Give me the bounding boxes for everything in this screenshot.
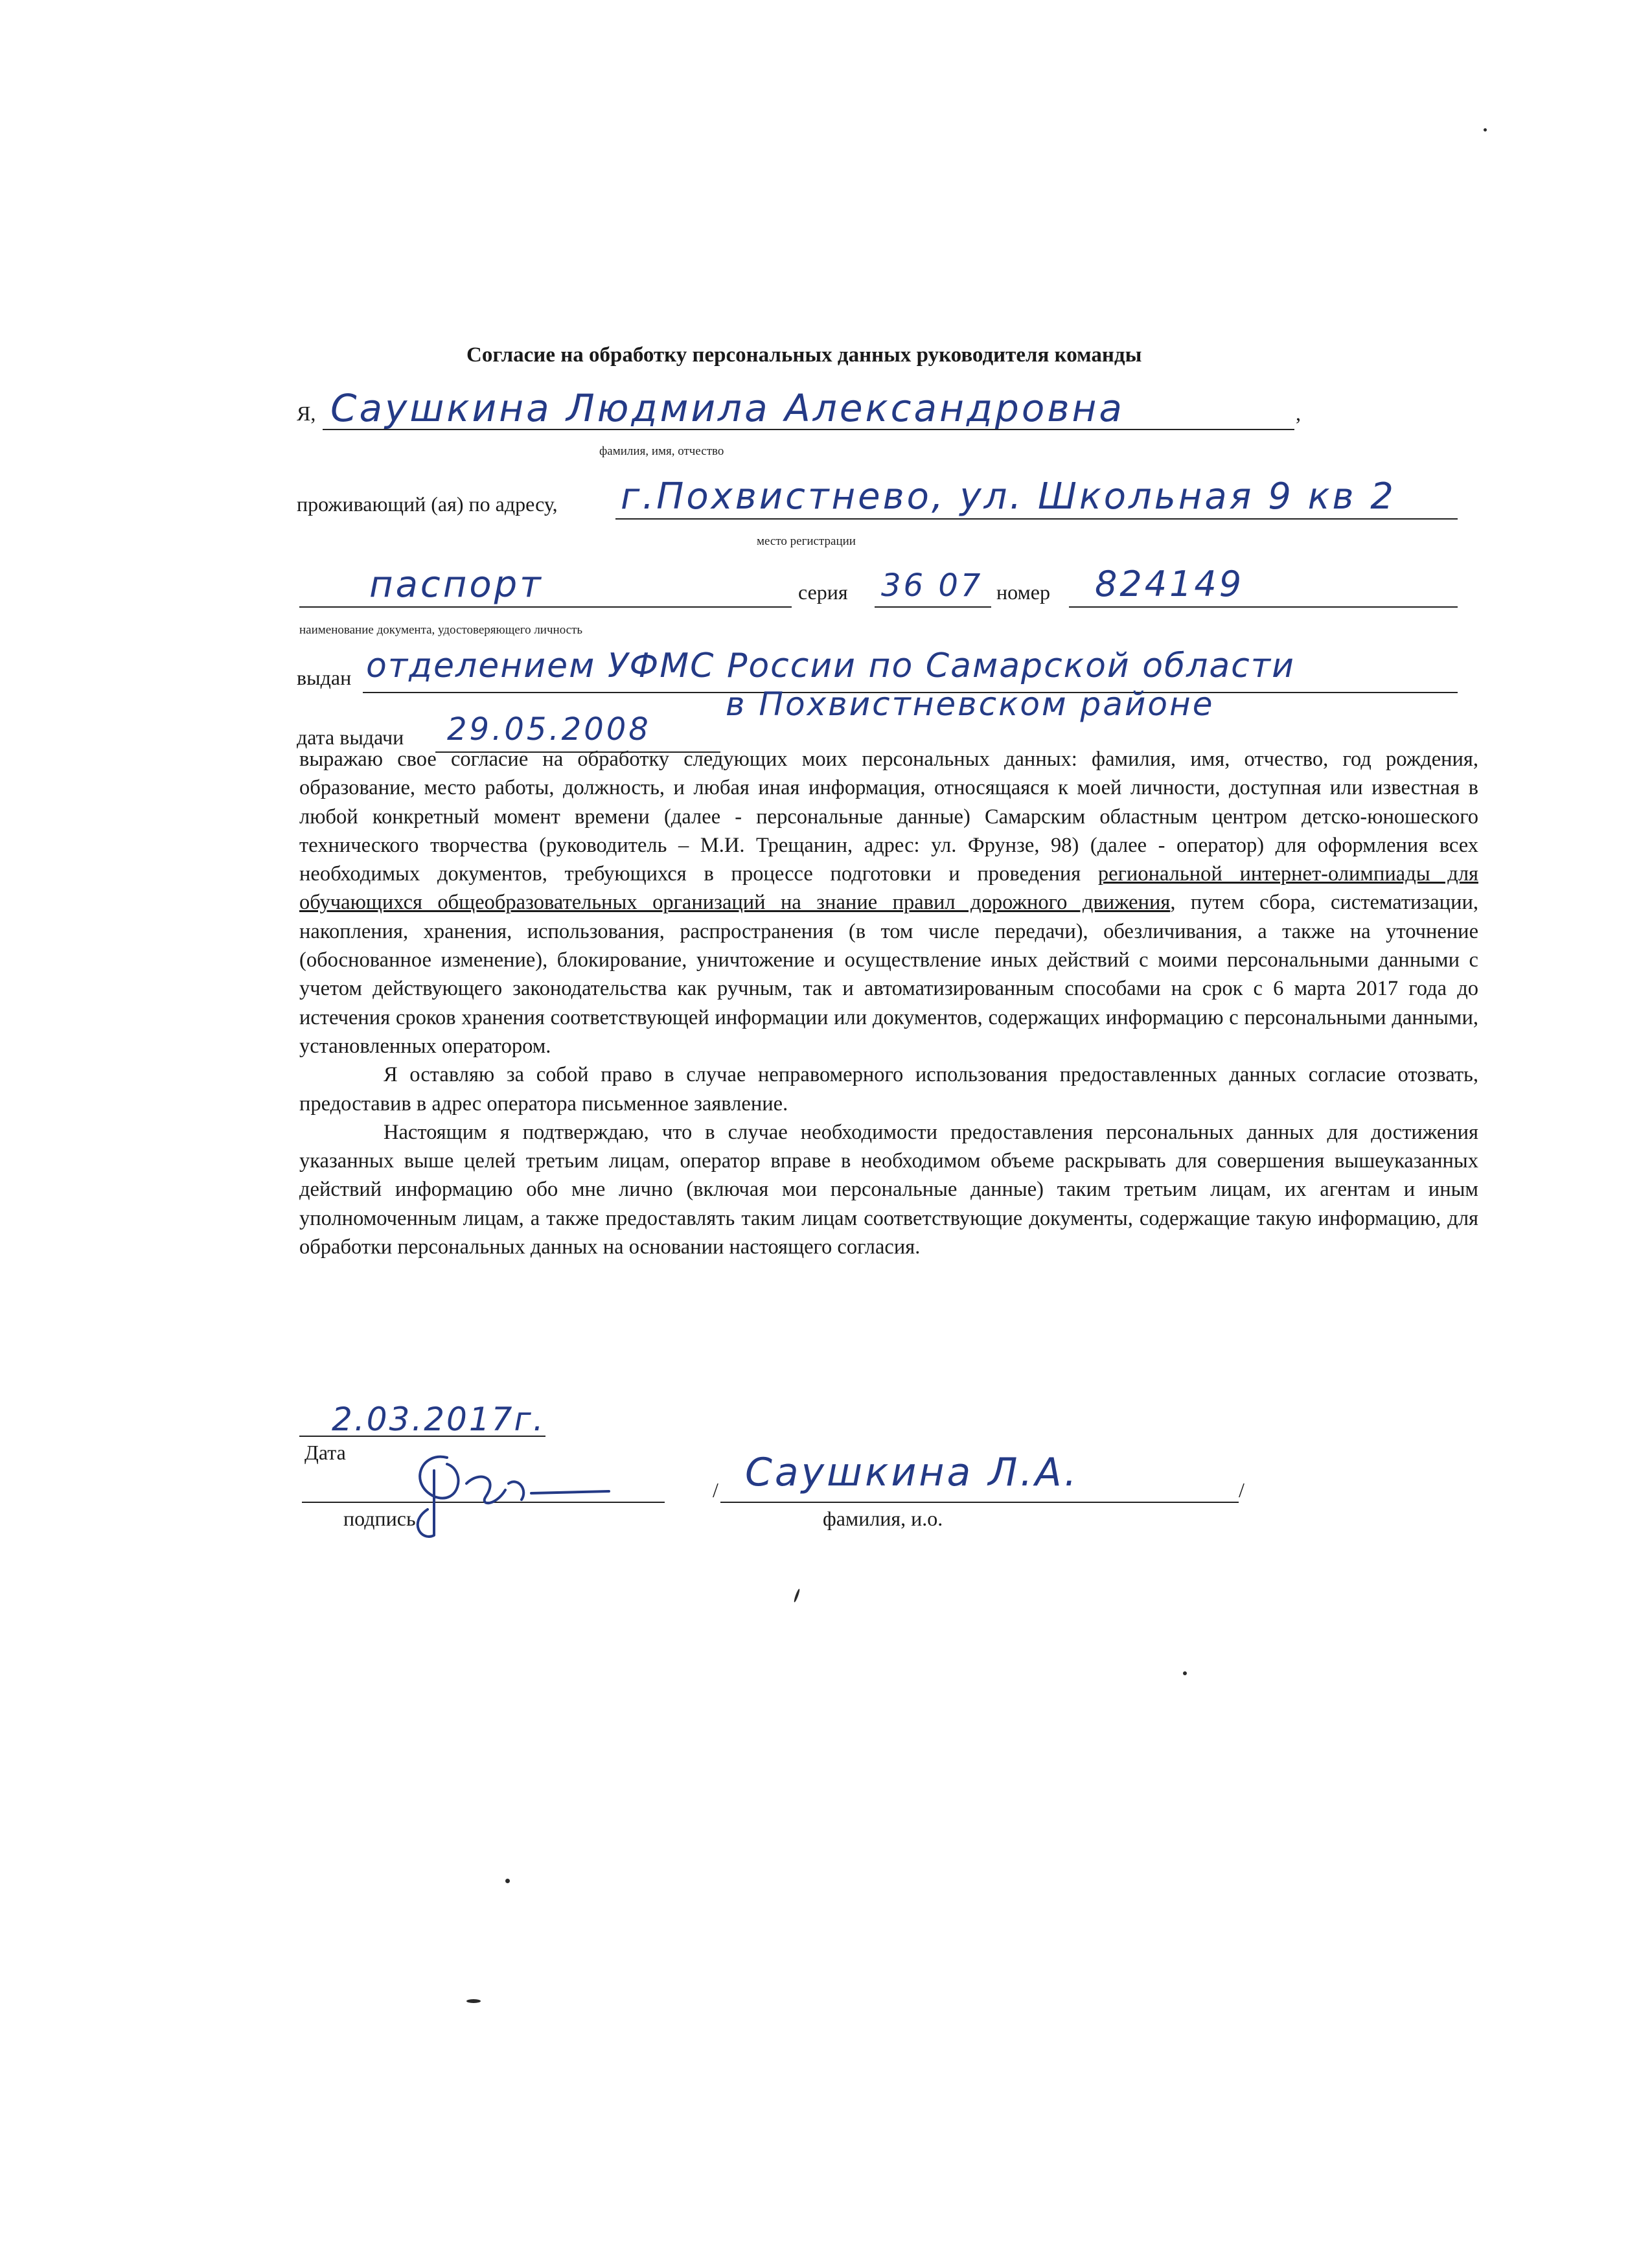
series-label: серия: [798, 580, 848, 604]
issued-handwritten-line1: отделением УФМС России по Самарской области: [366, 647, 1295, 685]
name-caption: фамилия, и.о.: [823, 1507, 943, 1530]
name-slash-right: /: [1239, 1478, 1245, 1502]
doc-caption: наименование документа, удостоверяющего личность: [299, 623, 583, 637]
fio-handwritten-value: Саушкина Людмила Александровна: [330, 386, 1125, 430]
issue-date-handwritten-value: 29.05.2008: [447, 711, 651, 748]
issued-handwritten-line2: в Похвистневском районе: [726, 685, 1215, 723]
address-caption: место регистрации: [757, 534, 856, 548]
paragraph1-tail: , путем сбора, систематизации, накопления, хранения, использования, распространения (в том числе передачи), обезличивания, а также на уточнение (обоснованное изменение), блокирование, уничтожение и осуществление иных действий с моими персональными данными с учетом действующего законодательства как ручным, так и автоматизированным способами на срок с 6 марта 2017 года до истечения сроков хранения соответствующей информации или документов, содержащих информацию с персональными данными, установленных оператором.: [299, 891, 1478, 1058]
paragraph-consent-scope: [299, 745, 1478, 1060]
paragraph1-lead: выражаю свое согласие на обработку следующих моих персональных данных: фамилия, имя, отчество, год рождения, образование, место работы, должность, и любая иная информация, относящаяся к моей личности, доступная или известная в любой конкретный момент времени (далее - персональные данные) Самарским областным центром детско-юношеского технического творчества (руководитель – М.И. Трещанин, адрес: ул. Фрунзе, 98) (далее - оператор) для оформления всех необходимых документов, требующихся в процессе подготовки и проведения: [299, 748, 1478, 886]
consent-body: [299, 745, 1478, 1261]
number-underline: [1069, 606, 1458, 608]
name-underline: [720, 1502, 1239, 1503]
date-label: Дата: [304, 1441, 346, 1464]
series-underline: [875, 606, 991, 608]
signing-date-handwritten-value: 2.03.2017г.: [332, 1401, 545, 1438]
document-title: Согласие на обработку персональных данных руководителя команды: [466, 343, 1142, 367]
number-label: номер: [996, 580, 1050, 604]
olympiad-name-underlined: региональной интернет-олимпиады для обучающихся общеобразовательных организаций на знание правил дорожного движения: [299, 862, 1478, 915]
doc-type-underline: [299, 606, 792, 608]
signing-date-underline: [299, 1436, 545, 1437]
scan-speck: [466, 1999, 481, 2003]
address-handwritten-value: г.Похвистнево, ул. Школьная 9 кв 2: [621, 475, 1396, 518]
address-label: проживающий (ая) по адресу,: [297, 492, 558, 516]
scan-speck: [1183, 1671, 1187, 1675]
signature-caption: подпись: [343, 1507, 416, 1530]
ya-label: Я,: [297, 402, 316, 425]
scan-speck: [1484, 128, 1487, 132]
number-handwritten-value: 824149: [1095, 564, 1245, 604]
scan-speck: [505, 1879, 510, 1883]
scan-speck: [793, 1588, 800, 1603]
name-slash-left: /: [713, 1478, 718, 1502]
issue-date-label: дата выдачи: [297, 726, 404, 749]
paragraph-revocation: Я оставляю за собой право в случае неправомерного использования предоставленных данных согласие отозвать, предоставив в адрес оператора письменное заявление.: [299, 1063, 1478, 1116]
issued-label: выдан: [297, 666, 352, 689]
fio-caption: фамилия, имя, отчество: [599, 444, 724, 458]
address-underline: [615, 518, 1458, 520]
name-handwritten-value: Саушкина Л.А.: [745, 1450, 1079, 1495]
paragraph-third-parties: Настоящим я подтверждаю, что в случае необходимости предоставления персональных данных для достижения указанных выше целей третьим лицам, оператор вправе в необходимом объеме раскрывать для совершения вышеуказанных действий информацию обо мне лично (включая мои персональные данные) таким третьим лицам, их агентам и иным уполномоченным лицам, а также предоставлять таким лицам соответствующие документы, содержащие такую информацию, для обработки персональных данных на основании настоящего согласия.: [299, 1120, 1478, 1259]
fio-comma: ,: [1296, 402, 1301, 425]
series-handwritten-value: 36 07: [881, 567, 983, 604]
doc-type-handwritten-value: паспорт: [369, 564, 544, 606]
